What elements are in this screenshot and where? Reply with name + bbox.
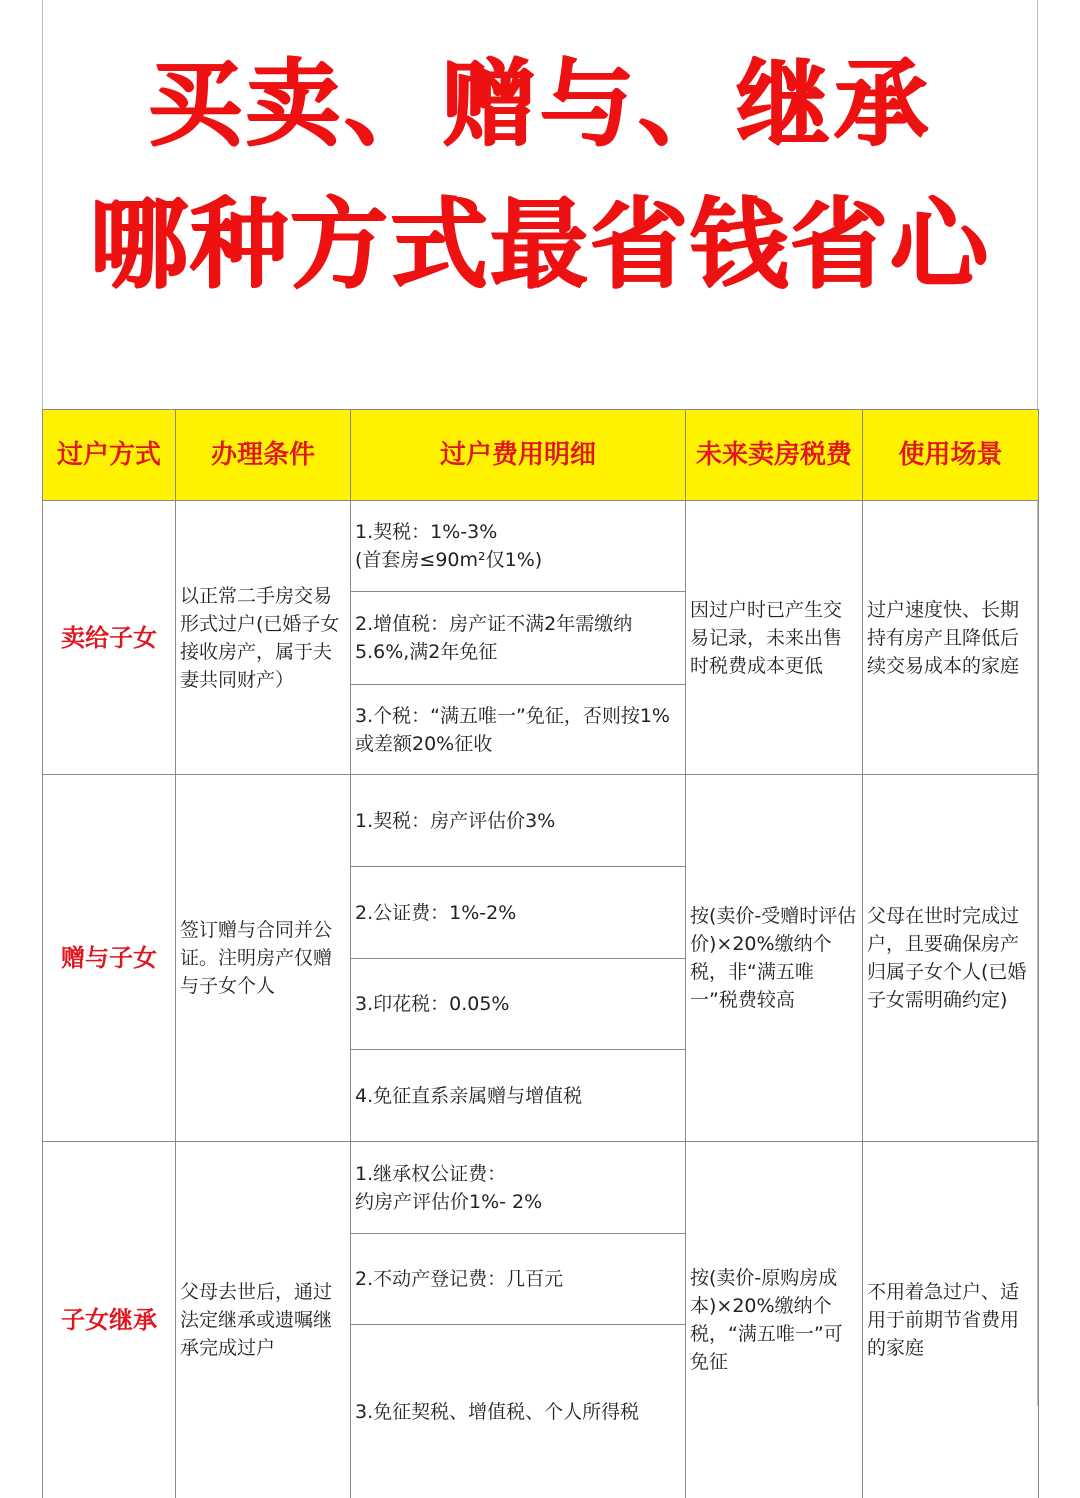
scenario-cell: 父母在世时完成过户，且要确保房产归属子女个人(已婚子女需明确约定) [863, 775, 1039, 1142]
scenario-cell: 不用着急过户、适用于前期节省费用的家庭 [863, 1142, 1039, 1498]
fee-item: 2.增值税：房产证不满2年需缴纳5.6%,满2年免征 [351, 592, 686, 685]
fee-item: 2.公证费：1%-2% [351, 867, 686, 959]
header-method: 过户方式 [43, 409, 176, 501]
fee-item: 1.契税：房产评估价3% [351, 775, 686, 867]
future-tax-cell: 按(卖价-原购房成本)×20%缴纳个税，“满五唯一”可免征 [686, 1142, 863, 1498]
condition-cell: 以正常二手房交易形式过户(已婚子女接收房产，属于夫妻共同财产） [176, 501, 351, 775]
fee-item: 2.不动产登记费：几百元 [351, 1234, 686, 1325]
fee-item: 3.个税：“满五唯一”免征，否则按1%或差额20%征收 [351, 685, 686, 775]
header-future-tax: 未来卖房税费 [686, 409, 863, 501]
header-condition: 办理条件 [176, 409, 351, 501]
condition-cell: 签订赠与合同并公证。注明房产仅赠与子女个人 [176, 775, 351, 1142]
method-cell: 赠与子女 [43, 775, 176, 1142]
fee-item: 1.继承权公证费： 约房产评估价1%- 2% [351, 1142, 686, 1234]
scenario-cell: 过户速度快、长期持有房产且降低后续交易成本的家庭 [863, 501, 1039, 775]
method-cell: 子女继承 [43, 1142, 176, 1498]
fee-item: 4.免征直系亲属赠与增值税 [351, 1050, 686, 1142]
condition-cell: 父母去世后，通过法定继承或遗嘱继承完成过户 [176, 1142, 351, 1498]
fee-item: 1.契税：1%-3% (首套房≤90m²仅1%) [351, 501, 686, 592]
header-scenario: 使用场景 [863, 409, 1039, 501]
title-line-2: 哪种方式最省钱省心 [89, 188, 990, 302]
method-cell: 卖给子女 [43, 501, 176, 775]
title-line-1: 买卖、赠与、继承 [147, 50, 932, 159]
header-fees: 过户费用明细 [351, 409, 686, 501]
fee-item: 3.免征契税、增值税、个人所得税 [351, 1325, 686, 1498]
future-tax-cell: 按(卖价-受赠时评估价)×20%缴纳个税，非“满五唯一”税费较高 [686, 775, 863, 1142]
future-tax-cell: 因过户时已产生交易记录，未来出售时税费成本更低 [686, 501, 863, 775]
fee-item: 3.印花税：0.05% [351, 959, 686, 1050]
comparison-table [42, 409, 1039, 1498]
